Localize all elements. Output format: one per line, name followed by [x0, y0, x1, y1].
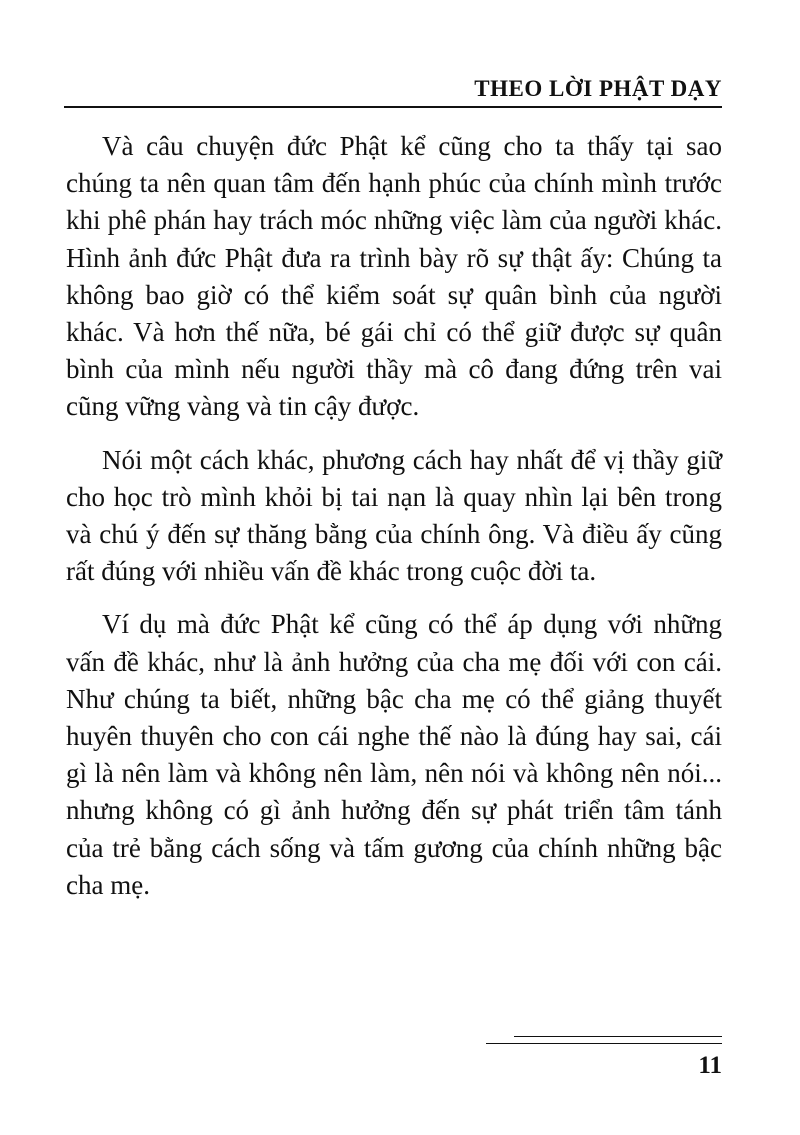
page-body: [66, 128, 722, 920]
paragraph-2: Nói một cách khác, phương cách hay nhất để vị thầy giữ cho học trò mình khỏi bị tai nạn là quay nhìn lại bên trong và chú ý đến sự thăng bằng của chính ông. Và điều ấy cũng rất đúng với nhiều vấn đề khác trong cuộc đời ta.: [66, 444, 722, 587]
footer-divider-top-line: [514, 1036, 722, 1037]
paragraph-1: Và câu chuyện đức Phật kể cũng cho ta thấy tại sao chúng ta nên quan tâm đến hạnh phúc của chính mình trước khi phê phán hay trách móc những việc làm của người khác. Hình ảnh đức Phật đưa ra trình bày rõ sự thật ấy: Chúng ta không bao giờ có thể kiểm soát sự quân bình của người khác. Và hơn thế nữa, bé gái chỉ có thể giữ được sự quân bình của mình nếu người thầy mà cô đang đứng trên vai cũng vững vàng và tin cậy được.: [66, 131, 722, 422]
footer-divider-bottom-line: [486, 1043, 722, 1044]
footer-divider: [486, 1036, 722, 1048]
running-header: [64, 72, 722, 108]
header-divider: [64, 106, 722, 108]
page-number: 11: [698, 1052, 722, 1079]
paragraph-3: Ví dụ mà đức Phật kể cũng có thể áp dụng với những vấn đề khác, như là ảnh hưởng của cha mẹ đối với con cái. Như chúng ta biết, những bậc cha mẹ có thể giảng thuyết huyên thuyên cho con cái nghe thế nào là đúng hay sai, cái gì là nên làm và không nên làm, nên nói và không nên nói... nhưng không có gì ảnh hưởng đến sự phát triển tâm tánh của trẻ bằng cách sống và tấm gương của chính những bậc cha mẹ.: [66, 609, 722, 900]
running-header-title: THEO LỜI PHẬT DẠY: [474, 76, 722, 101]
